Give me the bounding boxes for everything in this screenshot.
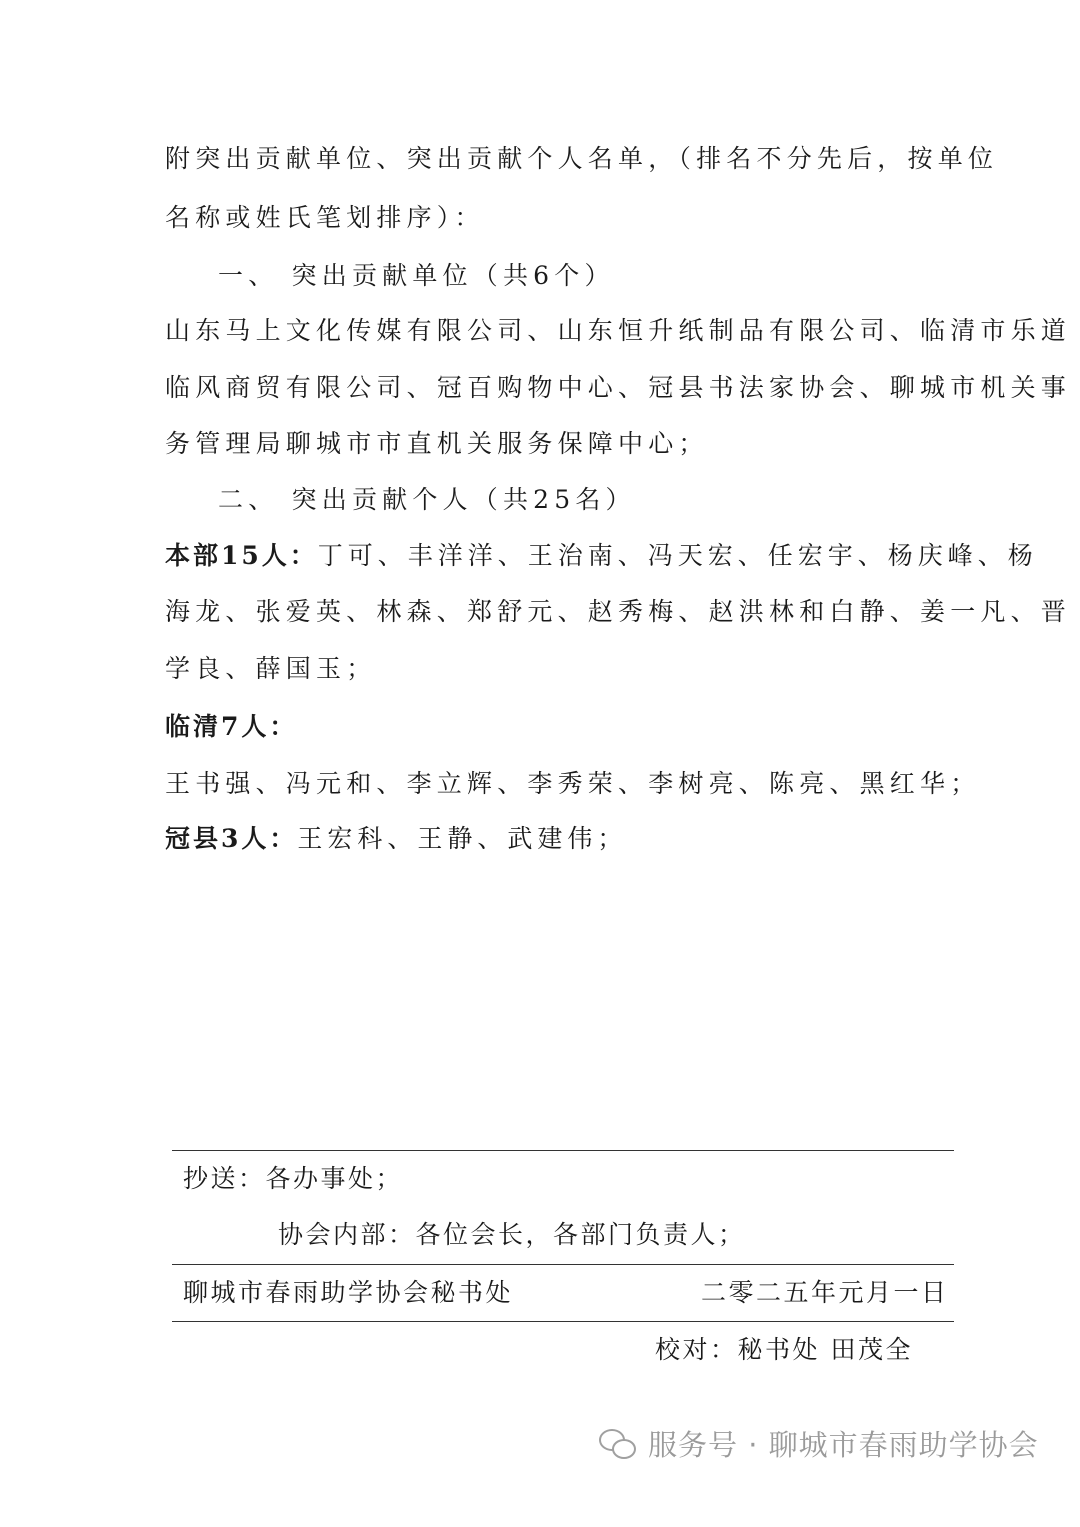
intro-line-2: 名称或姓氏笔划排序）： [165, 203, 485, 232]
section2-heading: 二、 突出贡献个人（共25名） [218, 485, 636, 514]
guanxian-label: 冠县3人： [165, 824, 298, 853]
benbu-line-1 [165, 543, 1038, 568]
benbu-names-1: 丁可、丰洋洋、王治南、冯天宏、任宏宇、杨庆峰、杨 [317, 541, 1038, 570]
section1-line-2: 临风商贸有限公司、冠百购物中心、冠县书法家协会、聊城市机关事 [165, 373, 1072, 402]
benbu-line-2: 海龙、张爱英、林森、郑舒元、赵秀梅、赵洪林和白静、姜一凡、晋 [165, 597, 1072, 626]
intro-line-1: 附突出贡献单位、突出贡献个人名单，（排名不分先后，按单位 [165, 144, 999, 173]
watermark [598, 1423, 1039, 1464]
section1-heading: 一、 突出贡献单位（共6个） [218, 261, 615, 290]
benbu-line-3: 学良、薛国玉； [165, 654, 377, 683]
linqing-names: 王书强、冯元和、李立辉、李秀荣、李树亮、陈亮、黑红华； [165, 769, 981, 798]
wechat-icon [598, 1427, 638, 1461]
watermark-text: 服务号 · 聊城市春雨助学协会 [648, 1428, 1039, 1462]
section1-line-1: 山东马上文化传媒有限公司、山东恒升纸制品有限公司、临清市乐道 [165, 316, 1072, 345]
benbu-label: 本部15人： [165, 541, 318, 570]
footer-rule-bottom [172, 1321, 954, 1322]
footer-rule-top [172, 1150, 954, 1151]
proofread-line: 校对：秘书处 田茂全 [655, 1335, 913, 1364]
internal-line: 协会内部：各位会长，各部门负责人； [278, 1220, 746, 1249]
cc-line: 抄送：各办事处； [183, 1164, 404, 1193]
footer-rule-middle [172, 1264, 954, 1265]
guanxian-names: 王宏科、王静、武建伟； [297, 824, 628, 853]
issue-date: 二零二五年元月一日 [701, 1278, 949, 1307]
section1-line-3: 务管理局聊城市市直机关服务保障中心； [165, 429, 709, 458]
guanxian-line [165, 826, 627, 851]
issuer: 聊城市春雨助学协会秘书处 [183, 1278, 514, 1307]
linqing-label: 临清7人： [165, 712, 298, 741]
